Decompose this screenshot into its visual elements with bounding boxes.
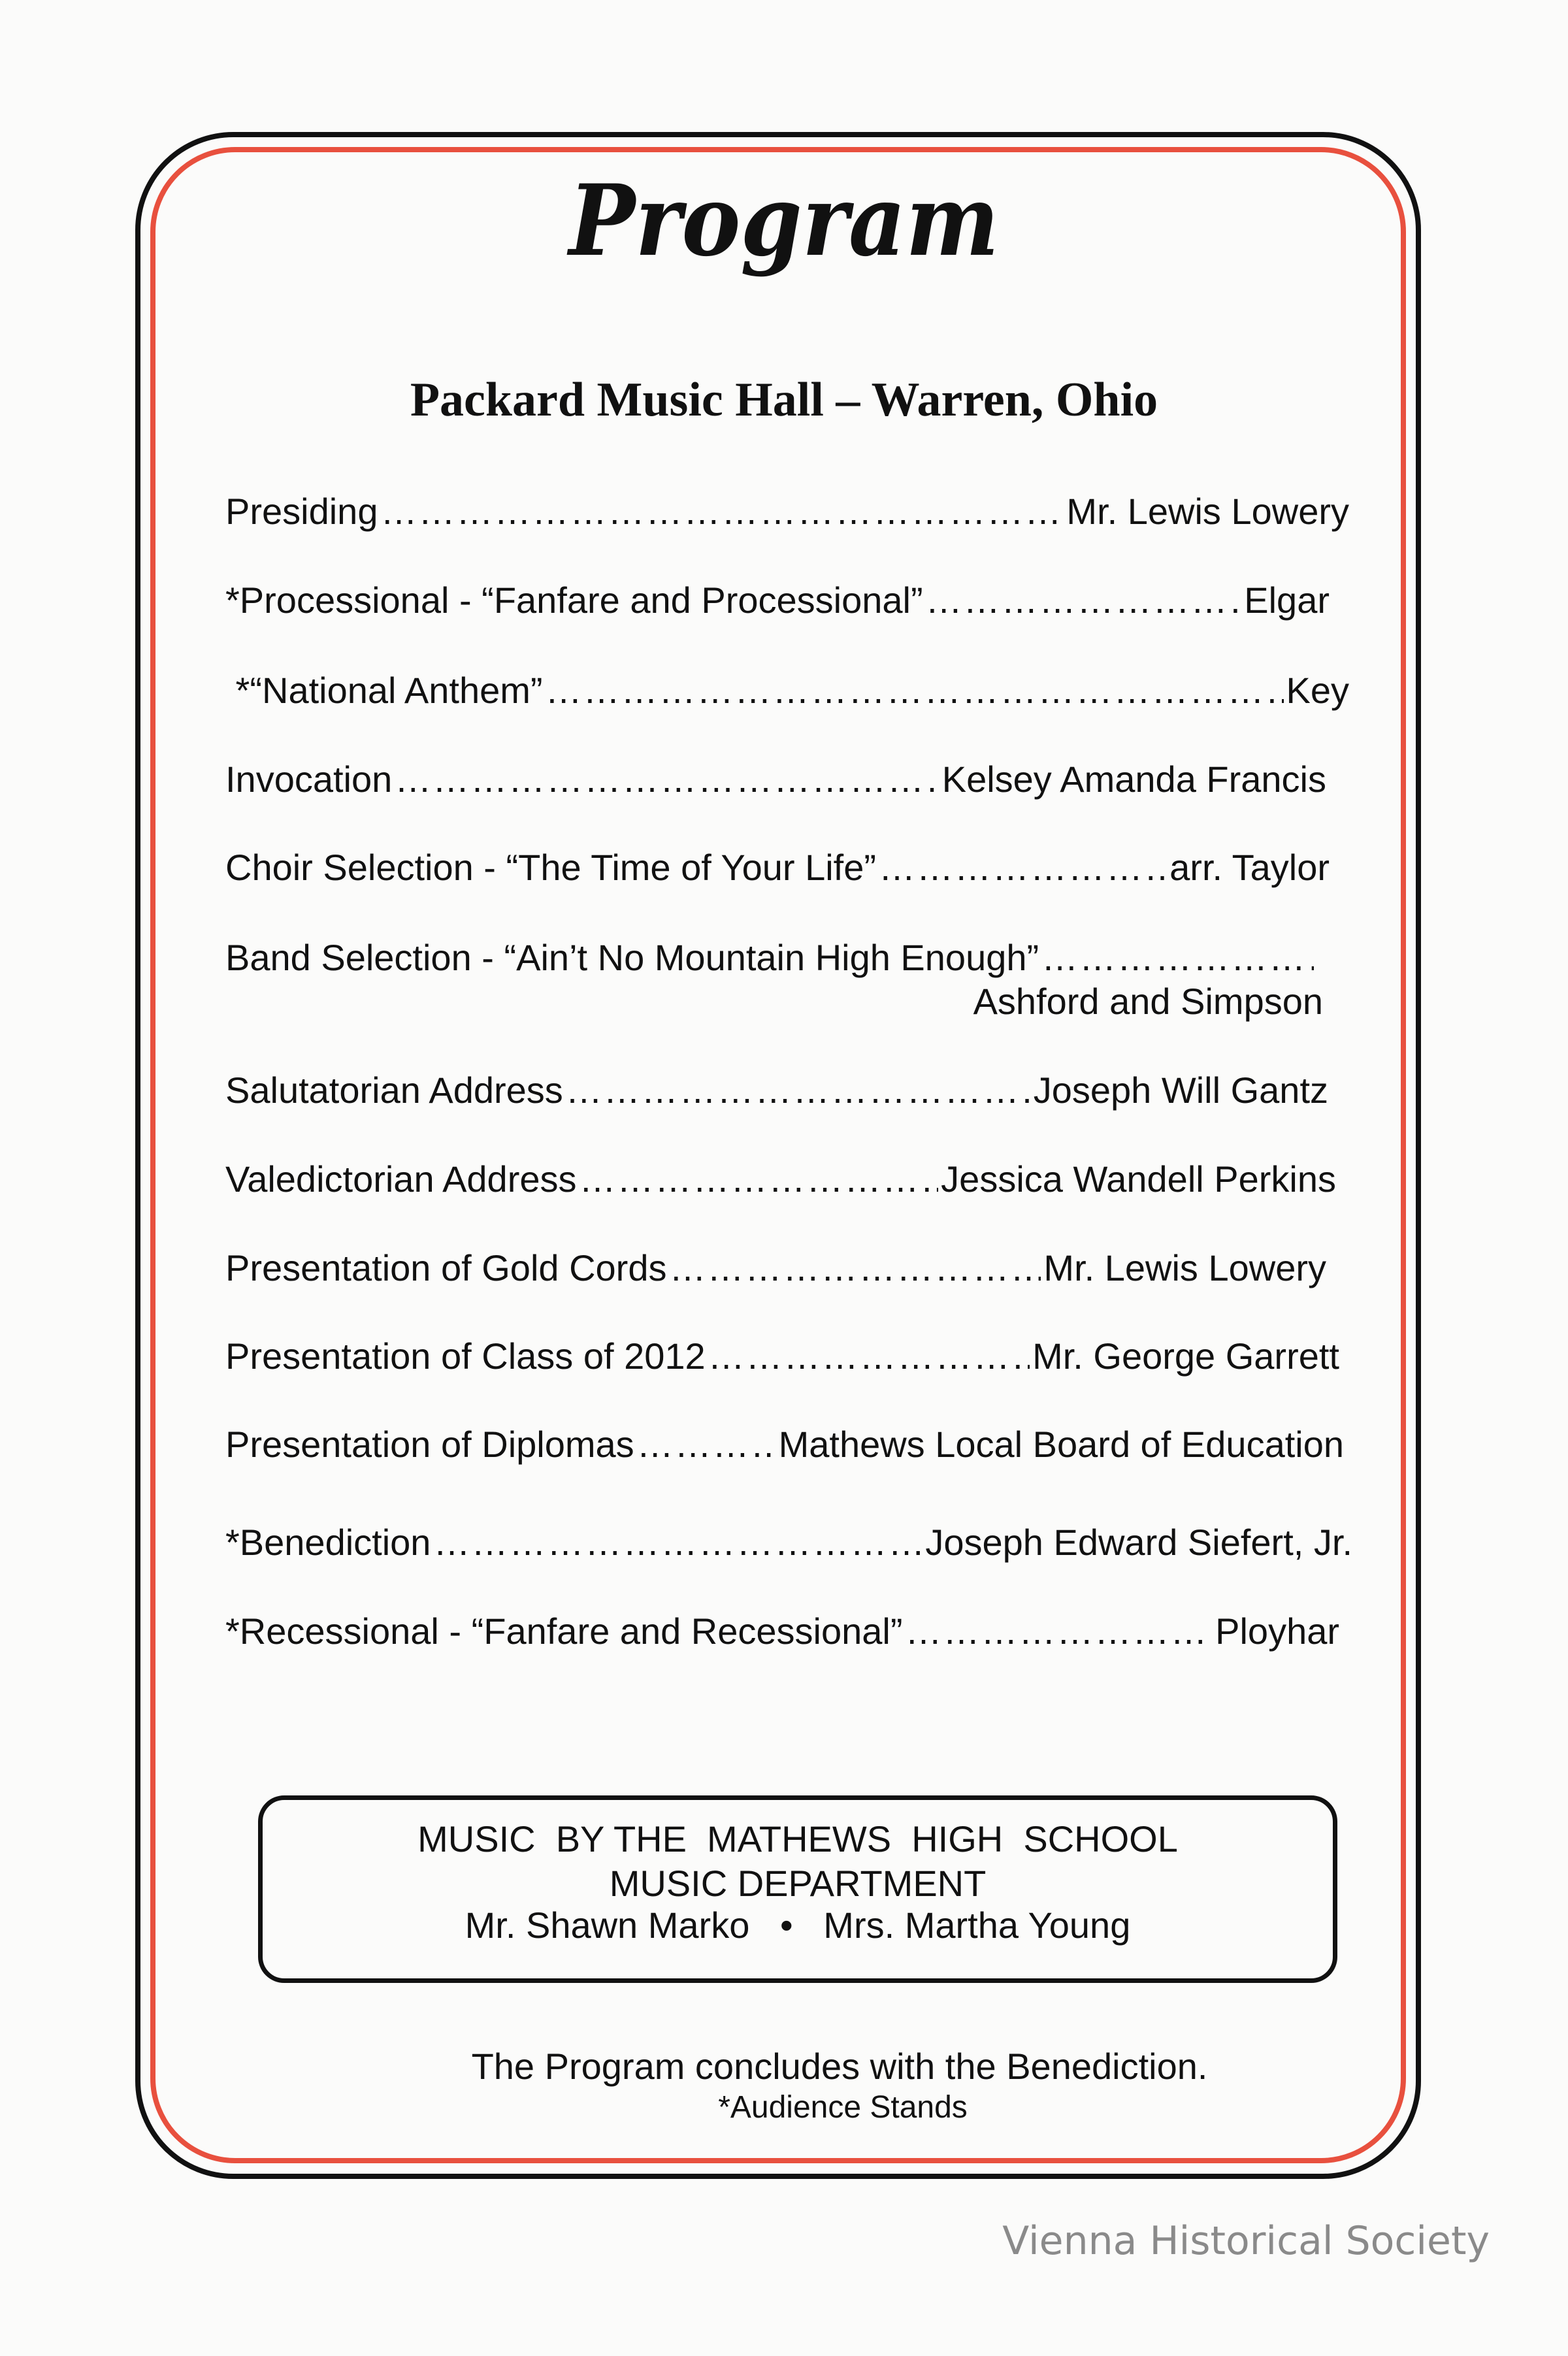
watermark: Vienna Historical Society xyxy=(1002,2218,1490,2264)
conclusion-text: The Program concludes with the Benediction. xyxy=(471,2046,1208,2087)
program-item xyxy=(225,1610,1339,1652)
item-value: Joseph Edward Siefert, Jr. xyxy=(925,1522,1352,1563)
leader-dots xyxy=(1041,936,1314,979)
program-item xyxy=(225,1423,1344,1465)
audience-note: *Audience Stands xyxy=(718,2090,968,2125)
item-value: Jessica Wandell Perkins xyxy=(941,1158,1336,1200)
item-value: Elgar xyxy=(1244,580,1330,621)
program-item xyxy=(225,846,1330,889)
leader-dots xyxy=(433,1521,923,1563)
program-item xyxy=(225,1521,1352,1563)
item-label: Valedictorian Address xyxy=(225,1158,577,1200)
leader-dots xyxy=(906,1610,1213,1652)
item-label: *Benediction xyxy=(225,1522,431,1563)
item-value: Mr. Lewis Lowery xyxy=(1066,491,1349,532)
program-item xyxy=(225,758,1326,800)
leader-dots xyxy=(380,490,1064,532)
leader-dots xyxy=(637,1423,776,1465)
leader-dots xyxy=(708,1335,1030,1377)
leader-dots xyxy=(669,1247,1041,1289)
item-value: Ployhar xyxy=(1215,1611,1339,1652)
page-title: Program xyxy=(568,163,1000,278)
item-value: Kelsey Amanda Francis xyxy=(941,759,1326,800)
program-item xyxy=(225,1247,1326,1289)
program-item xyxy=(225,490,1349,532)
leader-dots xyxy=(879,846,1167,889)
item-label: *“National Anthem” xyxy=(225,670,543,711)
venue-heading: Packard Music Hall – Warren, Ohio xyxy=(410,373,1158,427)
leader-dots xyxy=(395,758,939,800)
item-label: Presentation of Diplomas xyxy=(225,1424,634,1465)
leader-dots xyxy=(566,1069,1031,1111)
music-credit-line: MUSIC DEPARTMENT xyxy=(609,1863,987,1904)
leader-dots xyxy=(580,1158,939,1200)
item-value: Mr. Lewis Lowery xyxy=(1043,1247,1326,1288)
leader-dots xyxy=(926,579,1242,621)
item-value: Key xyxy=(1286,670,1349,711)
item-label: *Recessional - “Fanfare and Recessional” xyxy=(225,1611,903,1652)
program-item xyxy=(225,1158,1336,1200)
item-label: Presentation of Class of 2012 xyxy=(225,1335,706,1377)
program-item xyxy=(225,1069,1328,1111)
music-credit-line: MUSIC BY THE MATHEWS HIGH SCHOOL xyxy=(417,1818,1178,1859)
item-label: Salutatorian Address xyxy=(225,1070,563,1111)
item-value: Mr. George Garrett xyxy=(1032,1335,1339,1377)
item-label: *Processional - “Fanfare and Processional” xyxy=(225,580,923,621)
item-value: arr. Taylor xyxy=(1169,847,1330,888)
program-item xyxy=(225,669,1349,712)
program-item xyxy=(225,1335,1339,1377)
item-value: Joseph Will Gantz xyxy=(1033,1070,1328,1111)
item-label: Presentation of Gold Cords xyxy=(225,1247,667,1288)
music-directors: Mr. Shawn Marko • Mrs. Martha Young xyxy=(465,1905,1131,1946)
item-value: Ashford and Simpson xyxy=(973,981,1323,1022)
program-item xyxy=(225,579,1330,621)
item-value: Mathews Local Board of Education xyxy=(778,1424,1344,1465)
program-item xyxy=(225,936,1316,979)
item-label: Choir Selection - “The Time of Your Life” xyxy=(225,847,877,888)
item-label: Presiding xyxy=(225,491,378,532)
item-label: Invocation xyxy=(225,759,393,800)
item-label: Band Selection - “Ain’t No Mountain High Enough” xyxy=(225,937,1039,978)
leader-dots xyxy=(546,669,1284,712)
